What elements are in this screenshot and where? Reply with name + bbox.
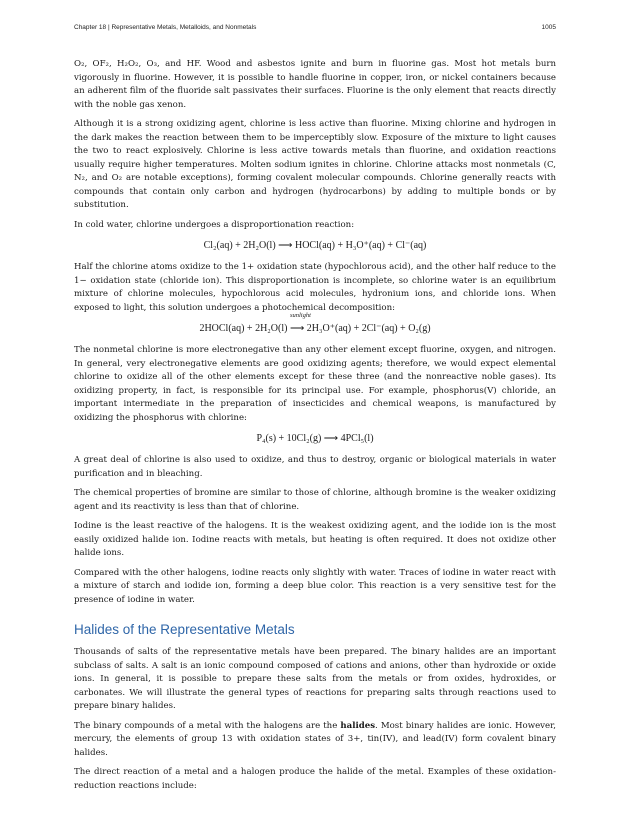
paragraph-binary-halides xyxy=(74,720,556,761)
page-number: 1005 xyxy=(541,24,556,31)
paragraph-chlorine-water: Half the chlorine atoms oxidize to the 1+ oxidation state (hypochlorous acid), and the other half reduce to the 1− oxidation state (chloride ion). This disproportionation is incomplete, so chlorine water is an equilibrium mixture of chlorine molecules, hypochlorous acid molecules, hydronium ions, and chloride ions. When exposed to light, this solution undergoes a photochemical decomposition: xyxy=(74,262,556,313)
paragraph-electronegativity: The nonmetal chlorine is more electronegative than any other element except fluorine, oxygen, and nitrogen. In general, very electronegative elements are good oxidizing agents; therefore, we would expect elemental chlorine to oxidize all of the other elements except for these three (and the nonreactive noble gases). Its oxidizing property, in fact, is responsible for its principal use. For example, phosphorus(V) chloride, an important intermediate in the preparation of insecticides and chemical weapons, is manufactured by oxidizing the phosphorus with chlorine: xyxy=(74,345,556,423)
equation-chlorine-water: Cl₂(aq) + 2H₂O(l) ⟶ HOCl(aq) + H₃O⁺(aq) + Cl⁻(aq) xyxy=(203,240,427,251)
equation-phosphorus-chloride: P₄(s) + 10Cl₂(g) ⟶ 4PCl₅(l) xyxy=(256,433,374,444)
text-segment: The binary compounds of a metal with the halogens are the xyxy=(74,720,341,731)
chapter-title: Chapter 18 | Representative Metals, Metalloids, and Nonmetals xyxy=(74,24,257,31)
paragraph-salts: Thousands of salts of the representative metals have been prepared. The binary halides are an important subclass of salts. A salt is an ionic compound composed of cations and anions, other than hydroxide or oxide ions. In general, it is possible to prepare these salts from the metals or from oxides, hydroxides, or carbonates. We will illustrate the general types of reactions for preparing salts through reactions used to prepare binary halides. xyxy=(74,647,556,711)
paragraph-bromine: The chemical properties of bromine are similar to those of chlorine, although bromine is the weaker oxidizing agent and its reactivity is less than that of chlorine. xyxy=(74,488,556,512)
reaction-arrow: sunlight ⟶ xyxy=(289,312,311,334)
section-heading: Halides of the Representative Metals xyxy=(74,622,295,637)
term-halides: halides xyxy=(340,720,376,731)
equation-products: 2H₃O⁺(aq) + 2Cl⁻(aq) + O₂(g) xyxy=(306,323,431,334)
body-text xyxy=(74,58,556,799)
paragraph-chlorine-activity: Although it is a strong oxidizing agent, chlorine is less active than fluorine. Mixing chlorine and hydrogen in the dark makes the reaction between them to be imperceptibly slow. Exposure of the mixture to light causes the two to react explosively. Chlorine is less active towards metals than fluorine, and oxidation reactions usually require higher temperatures. Molten sodium ignites in chlorine. Chlorine attacks most nonmetals (C, N₂, and O₂ are notable exceptions), forming covalent molecular compounds. Chlorine generally reacts with compounds that contain only carbon and hydrogen (hydrocarbons) by adding to multiple bonds or by substitution. xyxy=(74,119,556,210)
paragraph-iodine-water: Compared with the other halogens, iodine reacts only slightly with water. Traces of iodine in water react with a mixture of starch and iodide ion, forming a deep blue color. This reaction is a very sensitive test for the presence of iodine in water. xyxy=(74,567,556,605)
arrow-condition: sunlight xyxy=(289,312,311,319)
equation-photochemical xyxy=(74,312,556,337)
paragraph-disproportionation-intro: In cold water, chlorine undergoes a disproportionation reaction: xyxy=(74,219,355,230)
text-segment: . Most binary halides are ionic. However, mercury, the elements of group 13 with oxidation states of 3+, tin(IV), and lead(IV) form covalent binary halides. xyxy=(74,720,556,758)
equation-reactants: 2HOCl(aq) + 2H₂O(l) xyxy=(199,323,288,334)
paragraph-fluorine-reactions: O₂, OF₂, H₂O₂, O₃, and HF. Wood and asbestos ignite and burn in fluorine gas. Most hot metals burn vigorously in fluorine. However, it is possible to handle fluorine in copper, iron, or nickel containers because an adherent film of the fluoride salt passivates their surfaces. Fluorine is the only element that reacts directly with the noble gas xenon. xyxy=(74,59,556,110)
paragraph-water-purification: A great deal of chlorine is also used to oxidize, and thus to destroy, organic or biological materials in water purification and in bleaching. xyxy=(74,455,556,479)
running-header xyxy=(74,24,556,36)
paragraph-direct-reaction: The direct reaction of a metal and a halogen produce the halide of the metal. Examples of these oxidation-reduction reactions include: xyxy=(74,767,556,791)
paragraph-iodine-reactivity: Iodine is the least reactive of the halogens. It is the weakest oxidizing agent, and the iodide ion is the most easily oxidized halide ion. Iodine reacts with metals, but heating is often required. It does not oxidize other halide ions. xyxy=(74,521,556,558)
